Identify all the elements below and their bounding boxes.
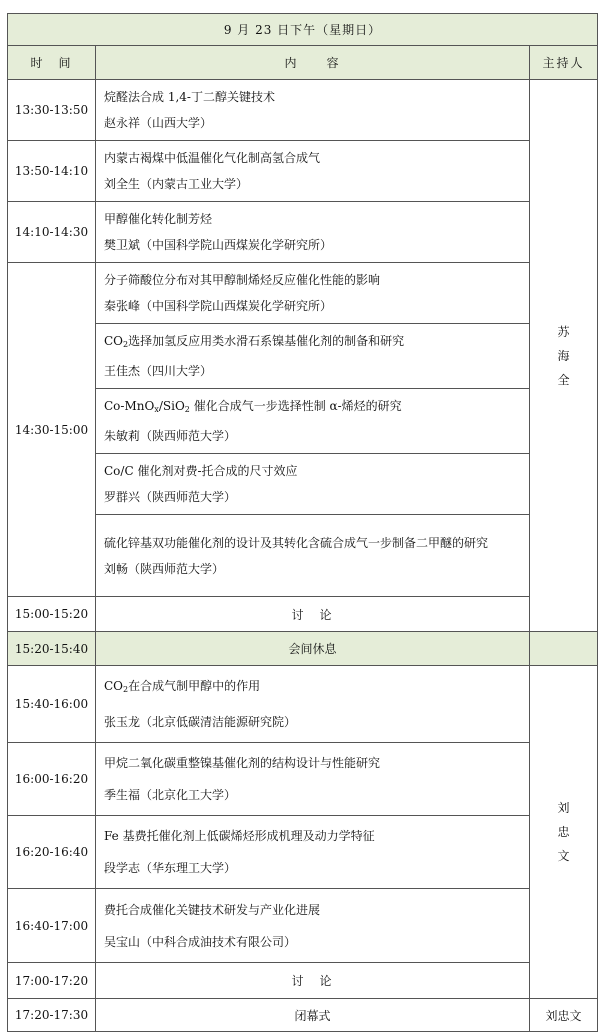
talk-title: Fe 基费托催化剂上低碳烯烃形成机理及动力学特征	[104, 829, 375, 843]
topic-cell	[96, 80, 530, 141]
time-cell: 14:30-15:00	[8, 263, 96, 597]
table-row	[8, 515, 598, 597]
table-row	[8, 454, 598, 515]
talk-title: 硫化锌基双功能催化剂的设计及其转化含硫合成气一步制备二甲醚的研究	[104, 535, 489, 550]
header-content: 内 容	[96, 46, 530, 80]
time-cell: 17:20-17:30	[8, 999, 96, 1032]
header-row	[8, 46, 598, 80]
topic-cell	[96, 202, 530, 263]
table-row	[8, 80, 598, 141]
host-name: 刘 忠 文	[557, 801, 570, 863]
time-cell: 13:30-13:50	[8, 80, 96, 141]
talk-title: $CO_2$选择加氢反应用类水滑石系镍基催化剂的制备和研究	[104, 334, 405, 349]
table-row	[8, 889, 598, 963]
talk-title: 分子筛酸位分布对其甲醇制烯烃反应催化性能的影响	[104, 273, 381, 287]
topic-cell	[96, 889, 530, 963]
talk-title: Co/C 催化剂对费-托合成的尺寸效应	[104, 464, 298, 478]
time-cell: 16:00-16:20	[8, 743, 96, 816]
topic-cell	[96, 743, 530, 816]
discussion-label: 讨 论	[96, 963, 530, 999]
topic-cell	[96, 263, 530, 324]
closing-host: 刘忠文	[530, 999, 598, 1032]
talk-speaker: 樊卫斌（中国科学院山西煤炭化学研究所）	[104, 238, 333, 252]
talk-speaker: 秦张峰（中国科学院山西煤炭化学研究所）	[104, 299, 333, 313]
table-row	[8, 597, 598, 632]
table-row	[8, 263, 598, 324]
talk-speaker: 段学志（华东理工大学）	[104, 861, 237, 875]
time-cell: 15:40-16:00	[8, 666, 96, 743]
time-cell: 16:40-17:00	[8, 889, 96, 963]
closing-label: 闭幕式	[96, 999, 530, 1032]
host-cell	[530, 80, 598, 632]
table-row	[8, 999, 598, 1032]
table-row	[8, 324, 598, 389]
time-cell: 14:10-14:30	[8, 202, 96, 263]
talk-title: 内蒙古褐煤中低温催化气化制高氢合成气	[104, 151, 321, 165]
talk-title: 甲醇催化转化制芳烃	[104, 212, 213, 226]
time-cell: 13:50-14:10	[8, 141, 96, 202]
table-row	[8, 666, 598, 743]
talk-speaker: 赵永祥（山西大学）	[104, 116, 213, 130]
talk-speaker: 王佳杰（四川大学）	[104, 364, 213, 378]
talk-speaker: 朱敏莉（陕西师范大学）	[104, 429, 237, 443]
topic-cell	[96, 515, 530, 597]
schedule-table	[7, 13, 598, 1032]
session-title: 9 月 23 日下午（星期日）	[8, 14, 598, 46]
talk-title: 甲烷二氧化碳重整镍基催化剂的结构设计与性能研究	[104, 756, 381, 770]
talk-speaker: 张玉龙（北京低碳清洁能源研究院）	[104, 715, 297, 729]
break-label: 会间休息	[96, 632, 530, 666]
time-cell: 15:00-15:20	[8, 597, 96, 632]
talk-title: 烷醛法合成 1,4-丁二醇关键技术	[104, 90, 275, 104]
talk-speaker: 罗群兴（陕西师范大学）	[104, 490, 237, 504]
table-row	[8, 963, 598, 999]
table-row	[8, 389, 598, 454]
table-row	[8, 141, 598, 202]
title-row	[8, 14, 598, 46]
talk-speaker: 刘全生（内蒙古工业大学）	[104, 177, 249, 191]
table-row	[8, 202, 598, 263]
time-cell: 16:20-16:40	[8, 816, 96, 889]
discussion-label: 讨 论	[96, 597, 530, 632]
header-host: 主持人	[530, 46, 598, 80]
header-time: 时 间	[8, 46, 96, 80]
talk-title: $CO_2$在合成气制甲醇中的作用	[104, 679, 261, 694]
host-name: 苏 海 全	[557, 324, 570, 387]
time-cell: 17:00-17:20	[8, 963, 96, 999]
talk-title: 费托合成催化关键技术研发与产业化进展	[104, 902, 321, 917]
topic-cell	[96, 454, 530, 515]
topic-cell	[96, 816, 530, 889]
empty-host-cell	[530, 632, 598, 666]
host-cell	[530, 666, 598, 999]
topic-cell	[96, 141, 530, 202]
topic-cell	[96, 324, 530, 389]
talk-speaker: 季生福（北京化工大学）	[104, 788, 237, 802]
topic-cell	[96, 666, 530, 743]
time-cell: 15:20-15:40	[8, 632, 96, 666]
table-row	[8, 632, 598, 666]
talk-speaker: 吴宝山（中科合成油技术有限公司）	[104, 934, 297, 949]
talk-speaker: 刘畅（陕西师范大学）	[104, 561, 225, 576]
table-row	[8, 816, 598, 889]
topic-cell	[96, 389, 530, 454]
table-row	[8, 743, 598, 816]
talk-title: Co-MnO$_x$/SiO$_2$ 催化合成气一步选择性制 α-烯烃的研究	[104, 399, 402, 414]
